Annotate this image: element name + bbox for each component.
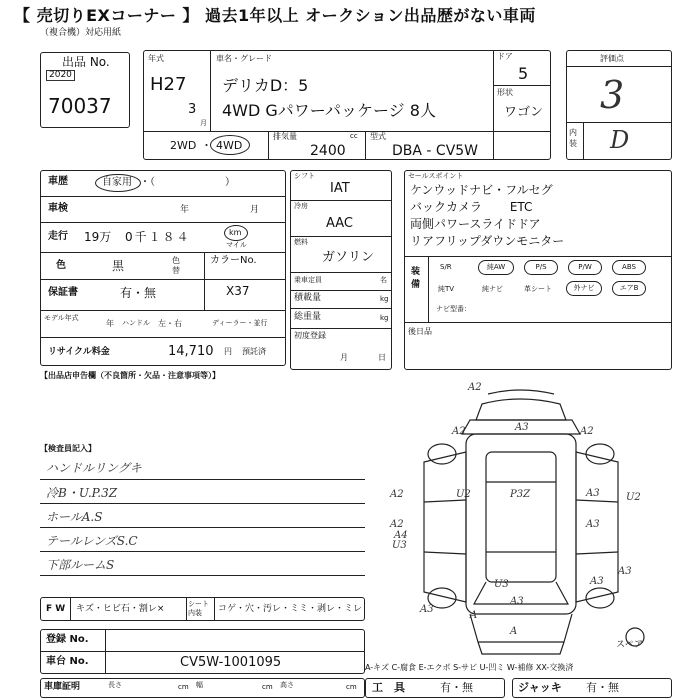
displacement-value: 2400 <box>310 143 346 159</box>
inspector-note-4: テールレンズS.C <box>46 534 138 548</box>
inspection-label: 車検 <box>48 203 68 214</box>
fuel-label: 燃料 <box>294 238 308 246</box>
interior-label: 内装 <box>569 128 577 148</box>
inspector-note-1: ハンドルリングキ <box>46 461 142 475</box>
damage-mark-1: A2 <box>468 382 482 393</box>
history-rest: ・（ ） <box>140 177 235 188</box>
damage-legend: A-キズ C-腐食 E-エクボ S-サビ U-凹ミ W-補修 XX-交換済 <box>365 663 574 672</box>
ac-label: 冷房 <box>294 202 308 210</box>
damage-mark-16: A3 <box>510 596 524 607</box>
car-name-label: 車名・グレード <box>216 54 272 63</box>
year-label: 年式 <box>148 54 164 63</box>
equip-navi-type: ナビ型番： <box>436 305 471 313</box>
body-type-value: ワゴン <box>504 105 544 120</box>
warranty-label: 保証書 <box>48 287 78 298</box>
model-line-year: 年 <box>106 319 114 328</box>
car-damage-diagram <box>370 372 672 662</box>
sales-point-3: 両側パワースライドドア <box>410 217 541 231</box>
first-reg-day: 日 <box>378 353 386 362</box>
model-code-label: 型式 <box>370 132 386 141</box>
equip-pw: P/W <box>568 260 602 275</box>
equip-airbag: エアB <box>612 281 646 296</box>
spare-label: スペア <box>616 640 644 650</box>
damage-mark-12: A4 <box>394 530 408 541</box>
damage-mark-3: A3 <box>515 422 529 433</box>
score-value: 3 <box>600 73 625 117</box>
score-label: 評価点 <box>600 54 624 63</box>
damage-mark-8: A3 <box>586 488 600 499</box>
shift-value: IAT <box>330 181 350 196</box>
year-month: 3 <box>188 102 197 117</box>
capacity-label: 乗車定員 <box>294 276 322 284</box>
recycle-unit: 円 <box>224 347 232 356</box>
fw-label: F W <box>46 604 66 614</box>
first-reg-label: 初度登録 <box>294 331 326 340</box>
lot-label: 出品 No. <box>62 55 110 69</box>
damage-mark-20: A <box>470 610 478 621</box>
drive-sep: ・ <box>201 139 212 152</box>
mileage-label: 走行 <box>48 231 68 242</box>
damage-mark-17: A3 <box>590 576 604 587</box>
damage-mark-6: U2 <box>456 489 471 500</box>
equip-leather: 革シート <box>524 285 552 293</box>
inspection-year: 年 <box>180 205 190 215</box>
tools-value: 有・無 <box>440 681 473 694</box>
damage-mark-13: U3 <box>392 540 407 551</box>
car-name: デリカD：5 <box>222 76 309 95</box>
later-notes-label: 後日品 <box>408 327 432 336</box>
form-note: （複合機）対応用紙 <box>40 28 122 38</box>
inspection-month: 月 <box>250 205 260 215</box>
capacity-unit: 名 <box>380 276 387 284</box>
color-change-label: 色替 <box>172 256 180 275</box>
interior-value: D <box>610 126 630 154</box>
displacement-label: 排気量 <box>273 132 297 141</box>
recycle-label: リサイクル料金 <box>48 347 110 357</box>
cert-cm1: cm <box>178 683 189 691</box>
body-type-label: 形状 <box>497 88 513 97</box>
recycle-value: 14,710 <box>168 344 214 359</box>
inspector-notes-label: 【検査員記入】 <box>40 444 96 453</box>
equipment-label: 装備 <box>411 267 421 290</box>
banner-title: 【 売切りEXコーナー 】 過去1年以上 オークション出品歴がない車両 <box>14 6 536 25</box>
cert-len: 長さ <box>108 681 122 689</box>
warranty-value: 有・無 <box>120 286 157 300</box>
doors-label: ドア <box>497 52 513 61</box>
damage-mark-15: A3 <box>420 604 434 615</box>
lot-number: 70037 <box>48 94 112 118</box>
car-grade: 4WD Gパワーパッケージ 8人 <box>222 101 436 120</box>
damage-mark-4: A2 <box>580 426 594 437</box>
damage-mark-19: A <box>510 626 518 637</box>
inspector-note-5: 下部ルームS <box>46 558 115 572</box>
equip-ext-navi: 外ナビ <box>566 281 602 296</box>
model-line-label: モデル年式 <box>44 314 79 322</box>
model-code-value: DBA - CV5W <box>392 143 479 159</box>
color-value: 黒 <box>112 259 125 273</box>
equip-navi: 純ナビ <box>482 285 503 293</box>
mileage-mile: マイル <box>226 241 247 249</box>
model-line-handle-value: 左・右 <box>158 319 182 328</box>
displacement-unit: cc <box>350 132 358 140</box>
mileage-man: 19万 <box>84 230 112 244</box>
equip-aw: 純AW <box>478 260 514 275</box>
drive-4wd: 4WD <box>216 139 243 152</box>
cert-cm3: cm <box>346 683 357 691</box>
history-value: 自家用 <box>102 177 132 188</box>
ac-value: AAC <box>326 216 353 231</box>
fw-text: キズ・ヒビ石・割レ× <box>76 604 165 614</box>
weight-label: 総重量 <box>294 312 322 322</box>
damage-mark-18: A3 <box>618 566 632 577</box>
lot-year-stamp: 2020 <box>46 70 75 81</box>
chassis-value: CV5W-1001095 <box>180 655 282 670</box>
inspector-note-2: 冷B・U.P.3Z <box>46 486 118 500</box>
equip-tv: 純TV <box>438 285 455 293</box>
equip-abs: ABS <box>612 260 646 275</box>
tools-label: 工 具 <box>372 681 405 694</box>
model-line-dealer: ディーラー・並行 <box>212 319 268 327</box>
damage-mark-2: A2 <box>452 426 466 437</box>
color-label: 色 <box>56 260 66 271</box>
year-value: H27 <box>150 74 187 95</box>
shift-label: シフト <box>294 172 315 180</box>
year-month-unit: 月 <box>200 119 207 127</box>
sales-points-label: セールスポイント <box>408 172 464 180</box>
listing-notes-label: 【出品店申告欄（不良箇所・欠品・注意事項等）】 <box>40 371 220 380</box>
sales-point-4: リアフリップダウンモニター <box>410 234 565 248</box>
damage-mark-5: A2 <box>390 489 404 500</box>
cert-cm2: cm <box>262 683 273 691</box>
load-label: 積載量 <box>294 293 322 303</box>
fuel-value: ガソリン <box>322 250 375 265</box>
first-reg-month: 月 <box>340 353 348 362</box>
damage-mark-9: U2 <box>626 492 641 503</box>
sales-point-2: バックカメラ ETC <box>410 200 533 214</box>
registration-label: 登録 No. <box>46 634 89 645</box>
sheet-label: シート内装 <box>188 600 209 617</box>
color-code: X37 <box>226 284 250 298</box>
recycle-note: 預託済 <box>242 347 266 356</box>
cert-height: 高さ <box>280 681 294 689</box>
model-line-handle: ハンドル <box>122 319 150 327</box>
cert-width: 幅 <box>196 681 203 689</box>
damage-mark-11: A2 <box>390 519 404 530</box>
mileage-km: km <box>229 228 242 237</box>
load-unit: kg <box>380 295 389 303</box>
history-label: 車歴 <box>48 176 68 187</box>
equip-ps: P/S <box>524 260 558 275</box>
equip-sr: S/R <box>440 263 452 271</box>
weight-unit: kg <box>380 314 389 322</box>
mileage-digits: 0千１８４ <box>125 230 191 244</box>
sales-point-1: ケンウッドナビ・フルセグ <box>410 183 553 197</box>
jack-value: 有・無 <box>586 681 619 694</box>
damage-mark-7: P3Z <box>510 489 531 500</box>
chassis-label: 車台 No. <box>46 656 89 667</box>
doors-value: 5 <box>518 64 529 83</box>
sheet-text: コゲ・穴・汚レ・ミミ・剥レ・ミレ <box>218 604 363 614</box>
damage-mark-10: A3 <box>586 519 600 530</box>
color-code-label: カラーNo. <box>210 255 257 266</box>
drive-2wd: 2WD <box>170 139 197 152</box>
jack-label: ジャッキ <box>518 681 562 694</box>
cert-label: 車庫証明 <box>44 682 81 692</box>
damage-mark-14: U3 <box>494 579 509 590</box>
inspector-note-3: ホールA.S <box>46 510 103 524</box>
